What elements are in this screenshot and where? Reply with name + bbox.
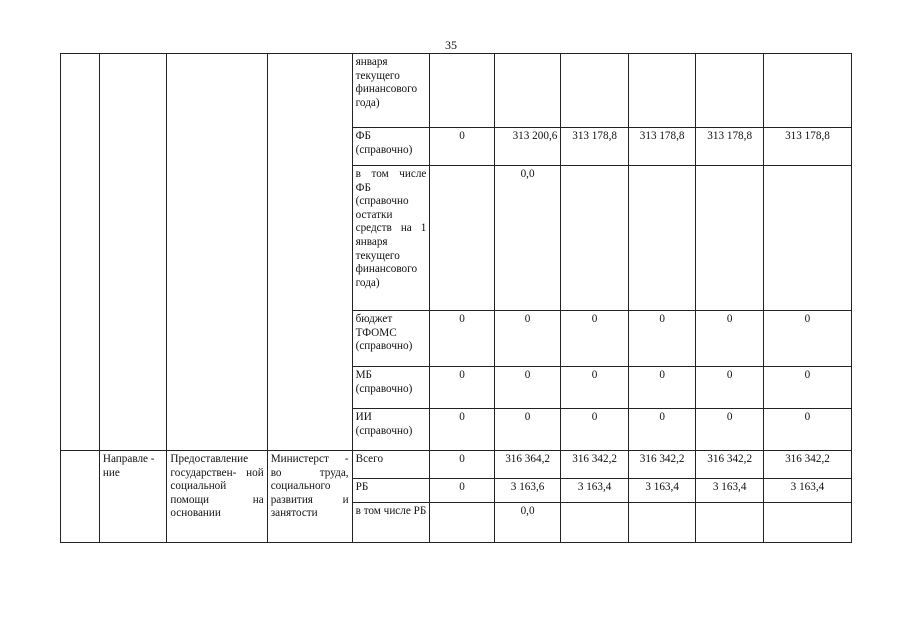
value-cell bbox=[494, 54, 561, 128]
value-cell bbox=[696, 503, 764, 543]
description-cell: Предоставление государствен- ной социальной помощи на основании bbox=[167, 451, 267, 543]
value-cell: 0 bbox=[628, 367, 696, 409]
value-cell bbox=[430, 166, 494, 311]
value-cell: 313 178,8 bbox=[628, 128, 696, 166]
row-label: января текущего финансового года) bbox=[352, 54, 430, 128]
table-row bbox=[61, 54, 852, 128]
value-cell: 3 163,4 bbox=[763, 479, 851, 503]
value-cell bbox=[763, 54, 851, 128]
value-cell: 0 bbox=[696, 311, 764, 367]
value-cell bbox=[696, 54, 764, 128]
value-cell: 0 bbox=[494, 311, 561, 367]
value-cell bbox=[430, 503, 494, 543]
value-cell: 0 bbox=[430, 409, 494, 451]
value-cell: 313 178,8 bbox=[763, 128, 851, 166]
empty-cell bbox=[267, 54, 352, 451]
value-cell bbox=[763, 503, 851, 543]
value-cell bbox=[763, 166, 851, 311]
value-cell: 3 163,4 bbox=[696, 479, 764, 503]
value-cell: 3 163,4 bbox=[628, 479, 696, 503]
value-cell: 0,0 bbox=[494, 166, 561, 311]
value-cell: 313 178,8 bbox=[561, 128, 629, 166]
value-cell: 0 bbox=[430, 479, 494, 503]
value-cell: 316 342,2 bbox=[628, 451, 696, 479]
value-cell: 0 bbox=[628, 409, 696, 451]
empty-cell bbox=[61, 54, 100, 451]
value-cell: 316 342,2 bbox=[763, 451, 851, 479]
value-cell bbox=[561, 54, 629, 128]
ministry-cell: Министерст - во труда, социального развития и занятости bbox=[267, 451, 352, 543]
row-label: ИИ (справочно) bbox=[352, 409, 430, 451]
value-cell bbox=[628, 166, 696, 311]
value-cell: 0 bbox=[628, 311, 696, 367]
value-cell bbox=[628, 503, 696, 543]
value-cell: 0 bbox=[696, 409, 764, 451]
value-cell: 0 bbox=[763, 409, 851, 451]
row-label: РБ bbox=[352, 479, 430, 503]
value-cell: 0 bbox=[430, 128, 494, 166]
value-cell: 0 bbox=[763, 367, 851, 409]
value-cell bbox=[628, 54, 696, 128]
value-cell: 0 bbox=[430, 311, 494, 367]
value-cell: 0 bbox=[561, 311, 629, 367]
value-cell: 313 178,8 bbox=[696, 128, 764, 166]
value-cell: 0 bbox=[696, 367, 764, 409]
empty-cell bbox=[167, 54, 267, 451]
value-cell bbox=[561, 503, 629, 543]
value-cell bbox=[696, 166, 764, 311]
value-cell: 0 bbox=[561, 367, 629, 409]
empty-cell bbox=[61, 451, 100, 543]
value-cell: 313 200,6 bbox=[494, 128, 561, 166]
value-cell: 0 bbox=[430, 367, 494, 409]
value-cell: 0 bbox=[763, 311, 851, 367]
value-cell: 316 342,2 bbox=[696, 451, 764, 479]
value-cell bbox=[561, 166, 629, 311]
row-label: в том числе РБ bbox=[352, 503, 430, 543]
value-cell: 316 364,2 bbox=[494, 451, 561, 479]
value-cell: 0,0 bbox=[494, 503, 561, 543]
value-cell: 316 342,2 bbox=[561, 451, 629, 479]
row-label: ФБ (справочно) bbox=[352, 128, 430, 166]
row-label: в том числе ФБ (справочно остатки средств на 1 января текущего финансового года) bbox=[352, 166, 430, 311]
value-cell: 3 163,6 bbox=[494, 479, 561, 503]
budget-table bbox=[60, 53, 852, 543]
value-cell: 0 bbox=[494, 409, 561, 451]
row-label: МБ (справочно) bbox=[352, 367, 430, 409]
value-cell: 0 bbox=[430, 451, 494, 479]
table-row bbox=[61, 451, 852, 479]
value-cell: 3 163,4 bbox=[561, 479, 629, 503]
row-label: Всего bbox=[352, 451, 430, 479]
direction-cell: Направле - ние bbox=[99, 451, 167, 543]
row-label: бюджет ТФОМС (справочно) bbox=[352, 311, 430, 367]
value-cell: 0 bbox=[494, 367, 561, 409]
value-cell bbox=[430, 54, 494, 128]
empty-cell bbox=[99, 54, 167, 451]
value-cell: 0 bbox=[561, 409, 629, 451]
page-number: 35 bbox=[445, 38, 457, 52]
